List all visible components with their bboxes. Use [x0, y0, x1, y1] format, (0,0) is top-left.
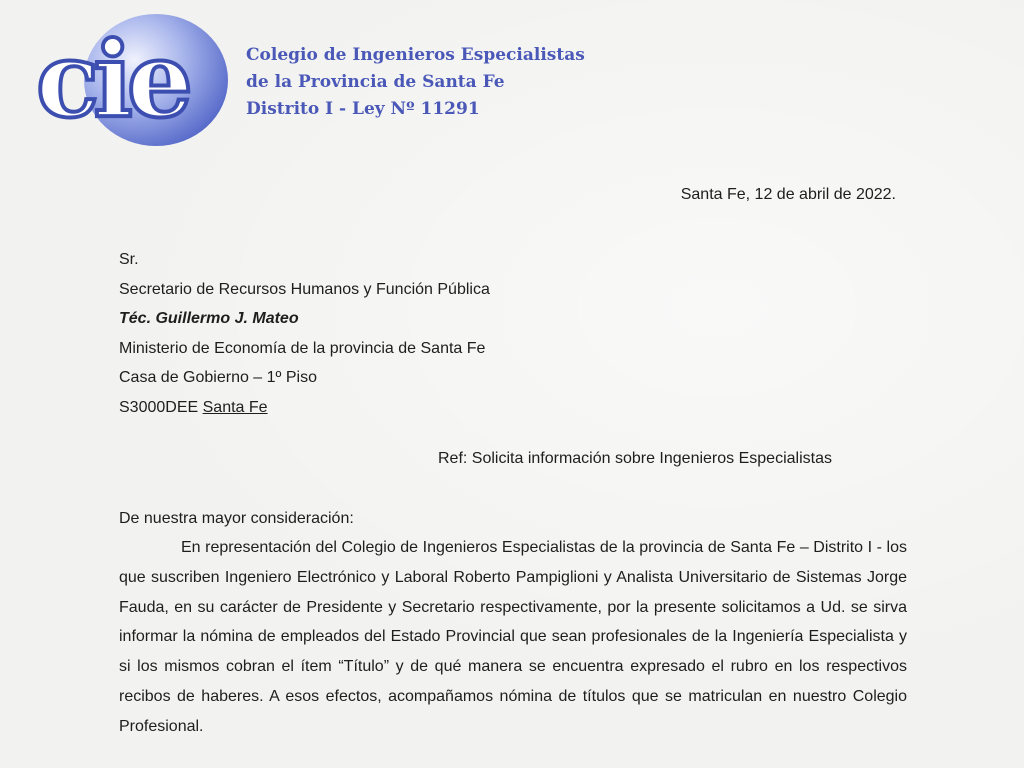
postal-code: S3000DEE — [119, 398, 199, 416]
recipient-name: Téc. Guillermo J. Mateo — [119, 310, 299, 327]
logo-text: cie — [36, 18, 187, 141]
letterhead — [246, 42, 585, 123]
letter-date: Santa Fe, 12 de abril de 2022. — [680, 186, 896, 203]
letterhead-line-2: de la Provincia de Santa Fe — [246, 72, 505, 92]
recipient-salutation: Sr. — [119, 251, 139, 268]
recipient-position: Secretario de Recursos Humanos y Función Pública — [119, 280, 490, 298]
greeting: De nuestra mayor consideración: — [119, 510, 354, 527]
recipient-block — [119, 245, 490, 422]
cie-logo — [28, 8, 238, 150]
recipient-postal-line — [119, 393, 490, 423]
letterhead-line-3: Distrito I - Ley Nº 11291 — [246, 99, 480, 119]
body-paragraph: En representación del Colegio de Ingenieros Especialistas de la provincia de Santa Fe – Distrito I - los que suscriben Ingeniero Electrónico y Laboral Roberto Pampiglioni y Analista Universitario de Sistemas Jorge Fauda, en su carácter de Presidente y Secretario respectivamente, por la presente solicitamos a Ud. se sirva informar la nómina de empleados del Estado Provincial que sean profesionales de la Ingeniería Especialista y si los mismos cobran el ítem “Título” y de qué manera se encuentra expresado el rubro en los respectivos recibos de haberes. A esos efectos, acompañamos nómina de títulos que se matriculan en nuestro Colegio Profesional. — [119, 539, 907, 735]
recipient-city: Santa Fe — [202, 398, 268, 416]
recipient-building: Casa de Gobierno – 1º Piso — [119, 369, 317, 386]
recipient-ministry: Ministerio de Economía de la provincia de Santa Fe — [119, 339, 486, 357]
reference-line: Ref: Solicita información sobre Ingenieros Especialistas — [438, 450, 832, 467]
letterhead-line-1: Colegio de Ingenieros Especialistas — [246, 45, 585, 65]
